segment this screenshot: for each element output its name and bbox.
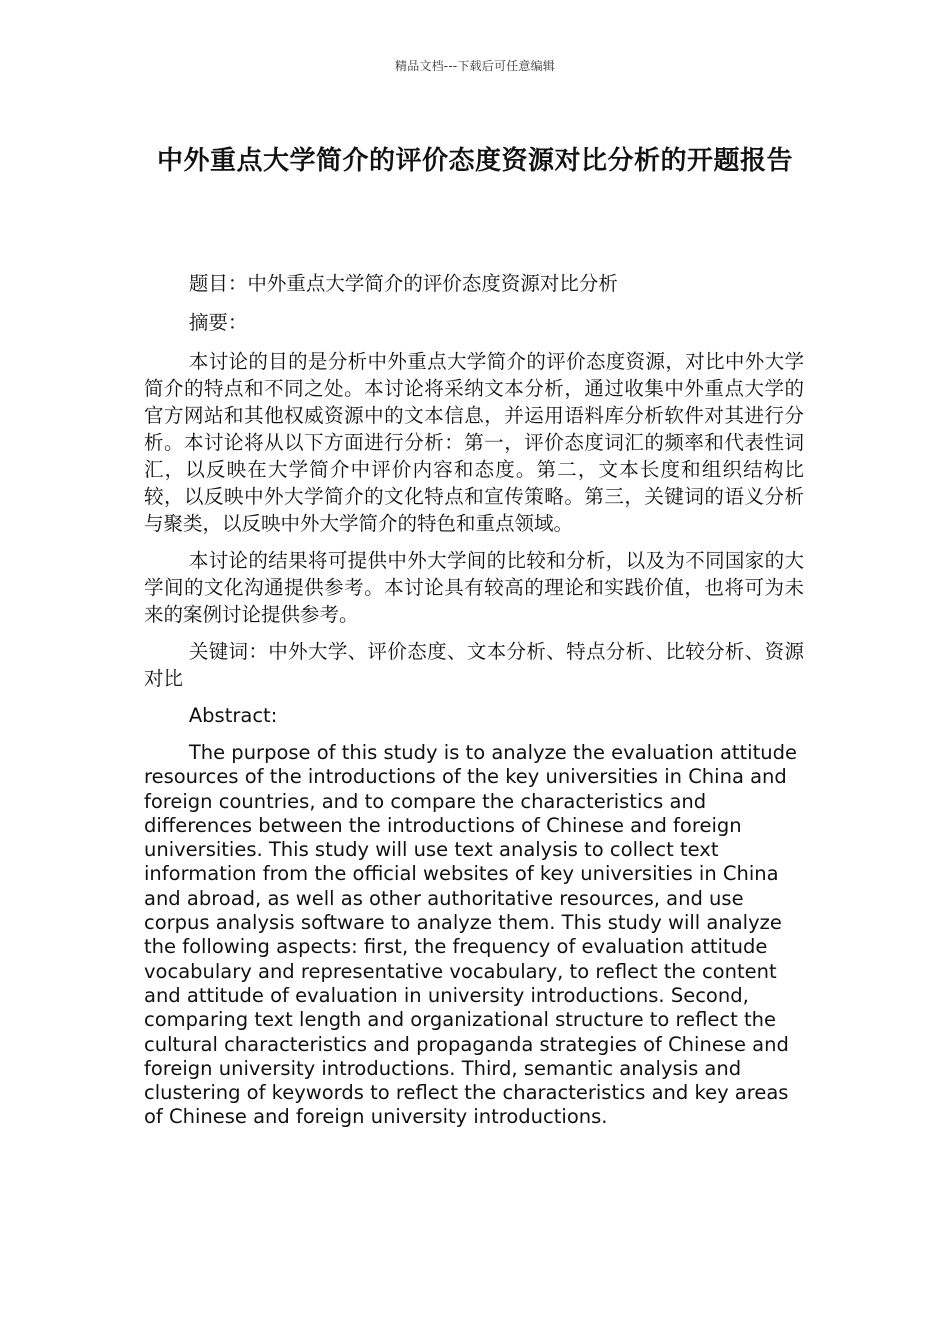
- document-title: 中外重点大学简介的评价态度资源对比分析的开题报告: [156, 146, 793, 176]
- paragraph-purpose: 本讨论的目的是分析中外重点大学简介的评价态度资源，对比中外大学简介的特点和不同之处。本讨论将采纳文本分析，通过收集中外重点大学的官方网站和其他权威资源中的文本信息，并运用语料库分析软件对其进行分析。本讨论将从以下方面进行分析：第一，评价态度词汇的频率和代表性词汇，以反映在大学简介中评价内容和态度。第二，文本长度和组织结构比较，以反映中外大学简介的文化特点和宣传策略。第三，关键词的语义分析与聚类，以反映中外大学简介的特色和重点领域。: [144, 350, 804, 535]
- abstract-english: The purpose of this study is to analyze the evaluation attitude resources of the introductions of the key universities in China and foreign countries, and to compare the characteristics and differences between the introductions of Chinese and foreign universities. This study will use text analysis to collect text information from the official websites of key universities in China and abroad, as well as other authoritative resources, and use corpus analysis software to analyze them. This study will analyze the following aspects: first, the frequency of evaluation attitude vocabulary and representative vocabulary, to reflect the content and attitude of evaluation in university introductions. Second, comparing text length and organizational structure to reflect the cultural characteristics and propaganda strategies of Chinese and foreign university introductions. Third, semantic analysis and clustering of keywords to reflect the characteristics and key areas of Chinese and foreign university introductions.: [144, 741, 797, 1129]
- topic-line: 题目：中外重点大学简介的评价态度资源对比分析: [188, 272, 618, 295]
- paragraph-results: 本讨论的结果将可提供中外大学间的比较和分析，以及为不同国家的大学间的文化沟通提供参考。本讨论具有较高的理论和实践价值，也将可为未来的案例讨论提供参考。: [144, 549, 804, 626]
- header-watermark: 精品文档---下载后可任意编辑: [395, 59, 555, 73]
- keywords-line: 关键词：中外大学、评价态度、文本分析、特点分析、比较分析、资源对比: [144, 640, 804, 690]
- abstract-label-cn: 摘要：: [188, 311, 248, 334]
- abstract-label-en: Abstract:: [188, 704, 278, 727]
- document-body: [144, 270, 804, 1140]
